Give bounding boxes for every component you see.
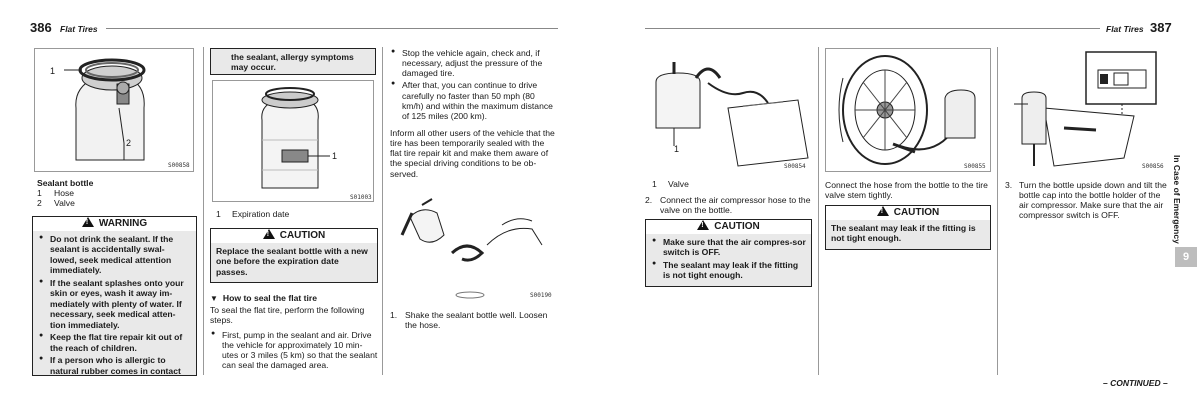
legend-label: Hose	[54, 188, 75, 198]
caution-text: The sealant may leak if the fitting is not tight enough.	[831, 223, 976, 244]
step-1-text: Shake the sealant bottle well. Loosen the hose.	[405, 310, 548, 331]
shake-bottle-figure	[392, 195, 554, 303]
left-fig1-callout-1: 1	[50, 66, 56, 76]
step-3-text: Turn the bottle upside down and tilt the bottle cap into the bottle holder of the air compressor. Make sure that the air compressor switch is OFF.	[1019, 180, 1167, 221]
chapter-side-tab-number: 9	[1175, 247, 1197, 267]
warning-item: ● Keep the flat tire repair kit out of the reach of children.	[38, 332, 191, 353]
left-fig2-callout-1: 1	[332, 151, 338, 161]
legend-num: 2	[37, 198, 42, 208]
caution-text: Replace the sealant bottle with a new one before the expiration date passes.	[216, 246, 368, 277]
legend-num: 1	[652, 179, 657, 189]
warning-header	[32, 216, 197, 232]
seal-steps-list	[210, 330, 378, 373]
caution-header	[825, 205, 991, 221]
left-col-divider-1	[203, 47, 204, 375]
step-2-number: 2.	[645, 195, 653, 205]
tire-valve-figure	[825, 48, 991, 172]
expiration-date-figure	[212, 80, 374, 202]
caution-title: CAUTION	[893, 207, 940, 218]
caution-title: CAUTION	[714, 221, 760, 232]
sealant-bottle-legend-title: Sealant bottle	[37, 178, 94, 188]
right-running-title: Flat Tires	[1106, 24, 1144, 34]
warning-item: ● If the sealant splashes onto your skin or eyes, wash it away im-mediately with plenty of water. If necessary, seek medical atten-tion immediately.	[38, 278, 191, 330]
legend-num: 1	[37, 188, 42, 198]
connect-hose-text: Connect the hose from the bottle to the tire valve stem tightly.	[825, 180, 988, 201]
caution-body	[645, 234, 812, 287]
right-fig2-code: S00855	[964, 163, 986, 170]
right-page-number: 387	[1150, 20, 1172, 35]
caution-header	[645, 219, 812, 235]
left-fig2-code: S01003	[350, 194, 372, 201]
chapter-side-tab-label: In Case of Emergency	[1172, 155, 1182, 244]
warning-triangle-icon	[82, 217, 94, 227]
caution-triangle-icon	[877, 206, 889, 216]
legend-num: 1	[216, 209, 221, 219]
triangle-down-icon: ▼	[210, 294, 218, 303]
right-fig1-callout-1: 1	[674, 144, 680, 154]
step-2-text: Connect the air compressor hose to the valve on the bottle.	[660, 195, 811, 216]
legend-label: Valve	[54, 198, 75, 208]
caution-title: CAUTION	[279, 230, 326, 241]
warning-title: WARNING	[98, 218, 148, 229]
bottle-holder-figure	[1004, 48, 1166, 172]
sealant-bottle-figure	[34, 48, 194, 172]
caution-header	[210, 228, 378, 244]
section-heading	[210, 293, 317, 303]
caution-triangle-icon	[697, 220, 709, 230]
right-fig3-code: S00856	[1142, 163, 1164, 170]
legend-label: Expiration date	[232, 209, 290, 219]
step-1-number: 1.	[390, 310, 398, 320]
caution-item: ● Make sure that the air compres-sor switch is OFF.	[651, 237, 806, 258]
section-intro: To seal the flat tire, perform the following steps.	[210, 305, 365, 326]
left-fig1-callout-2: 2	[126, 138, 132, 148]
warning-continued-text: the sealant, allergy symptoms may occur.	[231, 52, 354, 73]
list-item: ● First, pump in the sealant and air. Drive the vehicle for approximately 10 min-utes or 3 miles (5 km) so that the sealant can seal the damaged area.	[210, 330, 378, 371]
left-header-rule	[106, 28, 558, 29]
caution-body	[825, 220, 991, 250]
warning-body	[32, 231, 197, 376]
left-fig3-code: S00190	[530, 292, 552, 299]
list-item: ● After that, you can continue to drive carefully no faster than 50 mph (80 km/h) and within the maximum distance of 125 miles (200 km).	[390, 80, 558, 121]
list-item: ● Stop the vehicle again, check and, if necessary, adjust the pressure of the damaged tire.	[390, 48, 558, 78]
left-col-divider-2	[382, 47, 383, 375]
warning-continued-box	[210, 48, 376, 75]
warning-item: ● Do not drink the sealant. If the sealant is accidentally swal-lowed, seek medical attention immediately.	[38, 234, 191, 276]
right-col-divider-1	[818, 47, 819, 375]
right-col-divider-2	[997, 47, 998, 375]
right-header-rule	[645, 28, 1100, 29]
legend-label: Valve	[668, 179, 689, 189]
continued-label: – CONTINUED –	[1103, 378, 1168, 388]
step-3-number: 3.	[1005, 180, 1013, 190]
caution-triangle-icon	[263, 229, 275, 239]
left-page-number: 386	[30, 20, 52, 35]
warning-item: ● If a person who is allergic to natural rubber comes in contact	[38, 355, 191, 376]
section-heading-text: How to seal the flat tire	[222, 293, 317, 303]
inform-paragraph: Inform all other users of the vehicle that the tire has been temporarily sealed with the flat tire repair kit and make them aware of the special driving conditions to be ob-served.	[390, 128, 555, 179]
left-fig1-code: S00858	[168, 162, 190, 169]
caution-item: ● The sealant may leak if the fitting is not tight enough.	[651, 260, 806, 281]
left-running-title: Flat Tires	[60, 24, 98, 34]
compressor-hose-figure	[648, 48, 810, 172]
drive-instructions-list	[390, 48, 558, 123]
right-fig1-code: S00854	[784, 163, 806, 170]
caution-body	[210, 243, 378, 283]
